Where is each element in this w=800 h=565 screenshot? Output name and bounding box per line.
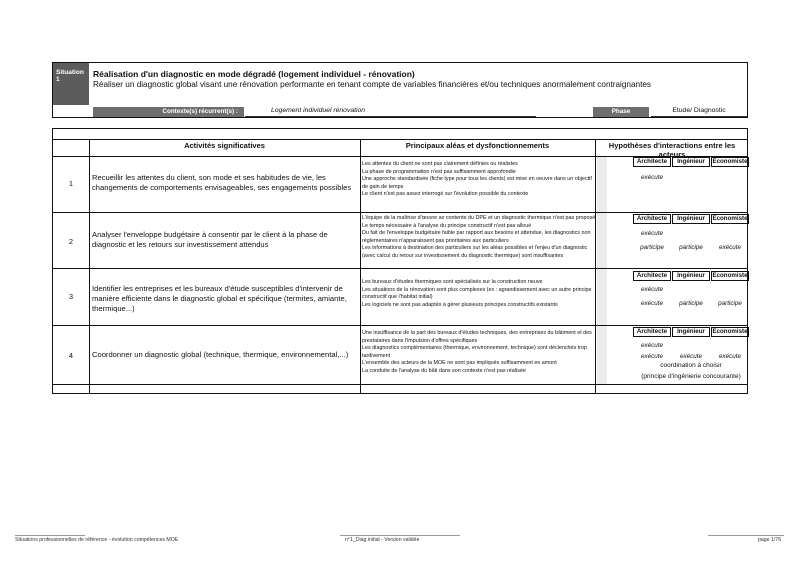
role-economiste: exécute [718,244,742,251]
risk-item: tardivement [362,352,391,359]
situation-description: Réaliser un diagnostic global visant une rénovation performante en tenant compte de variables financières et/ou techniques anormalement contraignantes [93,80,652,89]
role-architecte: exécute [640,353,664,360]
role-architecte: exécute [640,174,664,181]
role-architecte: exécute [640,230,664,237]
risk-item: Les attentes du client ne sont pas clairement définies ou réalistes [362,161,518,167]
phase-value: Etude/ Diagnostic [651,107,747,117]
activity-text: Analyser l'enveloppe budgétaire à consentir par le client à la phase de diagnostic et les retours sur investissement attendus [92,230,328,249]
footer-rule [340,535,460,536]
risk-item: constructif que l'habitat initial) [362,294,433,301]
header-risks: Principaux aléas et dysfonctionnements [405,141,550,150]
risk-item: L'équipe de la maîtrise d'œuvre se contente du DPE et un diagnostic thermique n'est pas proposé [362,215,596,221]
footer-rule [15,535,85,536]
role-ingenieur: participe [679,300,703,307]
row-divider [53,212,747,213]
risk-item: Les diagnostics complémentaires (thermique, environnement, technique) sont déclenchés trop [362,345,588,352]
actor-ingenieur: Ingénieur [672,271,710,281]
risk-item: Du fait de l'enveloppe budgétaire faible par rapport aux besoins et attendue, les diagnostics non [362,230,591,237]
actor-architecte: Architecte [633,157,671,167]
risk-item: Les bureaux d'études thermiques sont spécialisés sur la construction neuve [362,279,543,285]
activity-text: Identifier les entreprises et les bureaux d'étude susceptibles d'intervenir de manière efficiente dans le diagnostic global et spécifique (termites, amiante, thermique...) [92,284,347,313]
situation-title: Réalisation d'un diagnostic en mode dégradé (logement individuel - rénovation) [93,69,415,79]
risk-item: (avec calcul du retour sur investissement du diagnostic thermique) sont insuffisantes [362,252,564,259]
shaded-cell [597,326,607,384]
context-label: Contexte(s) récurrent(s) : [93,107,244,117]
context-value: Logement individuel rénovation [245,107,536,117]
footer-rule [708,535,784,536]
footer-left: Situations professionnelles de référence - évolution compétences MOE [15,537,179,543]
actors-cell [633,327,749,384]
risk-item: réglementaires n'apparaissent pas prioritaires aux particuliers [362,237,509,244]
role-economiste: participe [718,300,742,307]
actor-economiste: Economiste [712,158,748,165]
risk-list [362,161,594,199]
role-architecte: exécute [640,286,664,293]
risk-item: La conduite de l'analyse du bâti dans son contexte n'est pas réalisée [362,367,526,374]
table-top-rule [53,139,747,140]
phase-label: Phase [593,107,649,117]
coordination-note: (principe d'ingénierie concourante) [641,373,741,380]
page-number: page 1/76 [758,537,782,543]
risk-item: Une approche standardisée (fiche type pour tous les clients) est mise en oeuvre dans un objectif [362,176,592,183]
risk-list [362,330,594,376]
coordination-note: coordination à choisir [660,362,722,369]
actors-cell [633,271,749,325]
actors-cell [633,214,749,268]
role-architecte: exécute [640,300,664,307]
actor-ingenieur: Ingénieur [672,157,710,167]
risk-item: Les informations à destination des particuliers sur les aléas possibles et l'enjeu d'un diagnostic [362,245,588,252]
risk-item: Le temps nécessaire à l'analyse du principe constructif n'est pas alloué [362,222,532,229]
risk-item: Les logiciels ne sont pas adaptés à gérer plusieurs principes constructifs existants [362,301,558,308]
risk-item: L'ensemble des acteurs de la MOE ne sont pas impliqués suffisamment en amont [362,360,557,367]
risk-item: Une insuffisance de la part des bureaux d'études techniques, des entreprises du bâtiment et des [362,330,592,336]
actor-economiste: Economiste [712,272,748,279]
row-number: 2 [68,237,74,246]
row-divider [53,268,747,269]
actor-architecte: Architecte [633,271,671,281]
activity-text: Coordonner un diagnostic global (technique, thermique, environnemental,...) [92,350,349,359]
situation-label: Situation 1 [53,63,89,105]
shaded-cell [597,213,607,268]
row-divider [53,384,747,385]
actor-architecte: Architecte [633,214,671,224]
col-divider [360,139,361,393]
col-divider [89,139,90,393]
risk-item: prestataires dans l'impulsion d'offres spécifiques [362,337,478,344]
header-actors: Hypothèses d'interactions entre les acteurs [608,141,736,159]
risk-list [362,215,594,261]
activities-table [52,128,748,394]
actor-architecte: Architecte [633,327,671,337]
shaded-cell [597,269,607,325]
header-activities: Activités significatives [184,141,265,150]
risk-item: Le client n'est pas assez interrogé sur l'évolution possible du contexte [362,191,529,198]
role-architecte: participe [640,244,664,251]
row-divider [53,325,747,326]
footer-center: n°1_Diag initial - Version validée [345,537,420,543]
role-ingenieur: participe [679,244,703,251]
actors-cell [633,157,749,212]
situation-header [52,62,748,118]
col-divider [595,139,596,393]
actor-economiste: Economiste [712,215,748,222]
actor-ingenieur: Ingénieur [672,327,710,337]
actor-economiste: Economiste [712,328,748,335]
risk-item: Les situations de la rénovation sont plus complexes (ex : agrandissement avec un autre principe [362,286,592,293]
role-ingenieur: exécute [679,353,703,360]
risk-list [362,279,594,309]
role-economiste: exécute [718,353,742,360]
row-number: 1 [68,179,74,188]
actor-ingenieur: Ingénieur [672,214,710,224]
row-number: 4 [68,351,74,360]
risk-item: de gain de temps [362,183,404,190]
role-architecte: exécute [640,342,664,349]
risk-item: La phase de programmation n'est pas suffisamment approfondie [362,168,516,175]
activity-text: Recueillir les attentes du client, son mode et ses habitudes de vie, les changements de comportements envisageables, ses engagements possibles [92,173,352,192]
shaded-cell [597,157,607,212]
row-number: 3 [68,292,74,301]
